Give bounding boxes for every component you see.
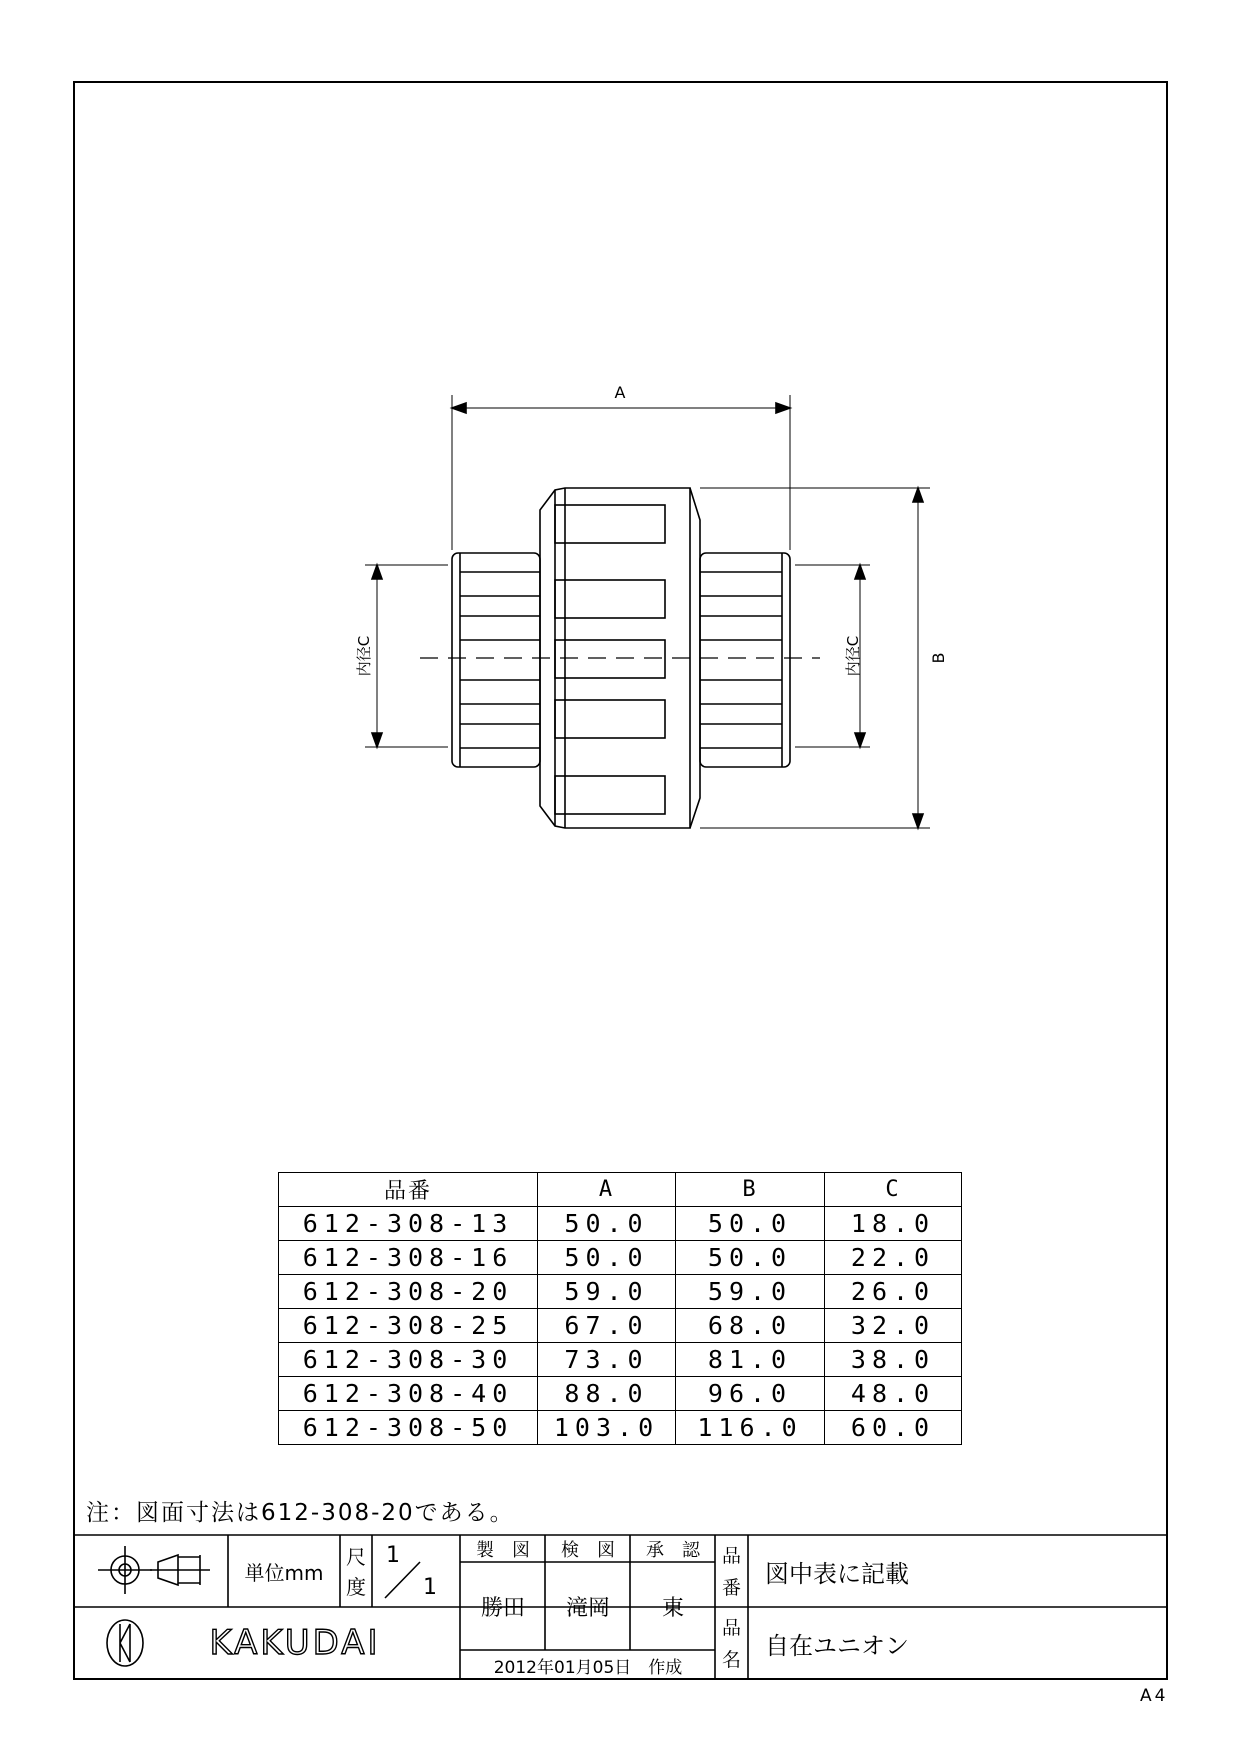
- approved-by: 東: [661, 1595, 684, 1621]
- cell: 60.0: [825, 1411, 962, 1445]
- cell: 38.0: [825, 1343, 962, 1377]
- cell: 67.0: [538, 1309, 676, 1343]
- cell: 73.0: [538, 1343, 676, 1377]
- part-name-label-2: 名: [721, 1648, 741, 1671]
- dim-c-left-label: 内径C: [355, 635, 373, 677]
- cell: 32.0: [825, 1309, 962, 1343]
- cell: 612-308-30: [279, 1343, 538, 1377]
- cell: 50.0: [676, 1241, 825, 1275]
- cell: 50.0: [676, 1207, 825, 1241]
- header-part-no: 品番: [279, 1173, 538, 1207]
- spec-table: [278, 1172, 962, 1445]
- dim-c-right-label: 内径C: [844, 635, 862, 677]
- drawn-label: 製 図: [476, 1540, 530, 1561]
- part-number-value: 図中表に記載: [765, 1559, 909, 1588]
- cell: 48.0: [825, 1377, 962, 1411]
- cell: 50.0: [538, 1207, 676, 1241]
- unit-label: 単位mm: [244, 1560, 324, 1585]
- header-b: B: [676, 1173, 825, 1207]
- drawing-date: 2012年01月05日 作成: [493, 1658, 683, 1678]
- table-row: [279, 1377, 962, 1411]
- table-row: [279, 1411, 962, 1445]
- dim-b-label: B: [929, 652, 948, 664]
- header-c: C: [825, 1173, 962, 1207]
- cell: 59.0: [538, 1275, 676, 1309]
- part-no-label-1: 品: [721, 1544, 741, 1567]
- cell: 116.0: [676, 1411, 825, 1445]
- cell: 612-308-16: [279, 1241, 538, 1275]
- company-logo-text: KAKUDAI: [209, 1623, 381, 1663]
- checked-label: 検 図: [561, 1540, 615, 1561]
- drawing-note: 注：図面寸法は612-308-20である。: [86, 1500, 515, 1526]
- cell: 68.0: [676, 1309, 825, 1343]
- scale-label-1: 尺: [346, 1544, 366, 1569]
- part-no-label-2: 番: [721, 1576, 741, 1599]
- table-row: [279, 1343, 962, 1377]
- cell: 88.0: [538, 1377, 676, 1411]
- cell: 103.0: [538, 1411, 676, 1445]
- cell: 612-308-50: [279, 1411, 538, 1445]
- table-row: [279, 1275, 962, 1309]
- table-row: [279, 1241, 962, 1275]
- cell: 612-308-25: [279, 1309, 538, 1343]
- table-row: [279, 1309, 962, 1343]
- cell: 612-308-13: [279, 1207, 538, 1241]
- left-end-nut: [452, 553, 540, 767]
- cell: 26.0: [825, 1275, 962, 1309]
- cell: 612-308-20: [279, 1275, 538, 1309]
- table-row: [279, 1207, 962, 1241]
- scale-denominator: 1: [423, 1574, 437, 1600]
- cell: 81.0: [676, 1343, 825, 1377]
- scale-numerator: 1: [386, 1542, 400, 1568]
- paper-size: A4: [1140, 1686, 1169, 1706]
- header-a: A: [538, 1173, 676, 1207]
- right-end-nut: [700, 553, 790, 767]
- cell: 22.0: [825, 1241, 962, 1275]
- cell: 18.0: [825, 1207, 962, 1241]
- approved-label: 承 認: [646, 1540, 700, 1561]
- cell: 59.0: [676, 1275, 825, 1309]
- kakudai-logo-icon: [107, 1620, 143, 1666]
- checked-by: 滝岡: [565, 1595, 610, 1621]
- cell: 50.0: [538, 1241, 676, 1275]
- cell: 96.0: [676, 1377, 825, 1411]
- part-name-label-1: 品: [721, 1616, 741, 1639]
- dim-a-label: A: [614, 383, 626, 402]
- drawn-by: 勝田: [480, 1595, 525, 1621]
- scale-label-2: 度: [346, 1574, 366, 1599]
- cell: 612-308-40: [279, 1377, 538, 1411]
- part-name-value: 自在ユニオン: [765, 1631, 909, 1660]
